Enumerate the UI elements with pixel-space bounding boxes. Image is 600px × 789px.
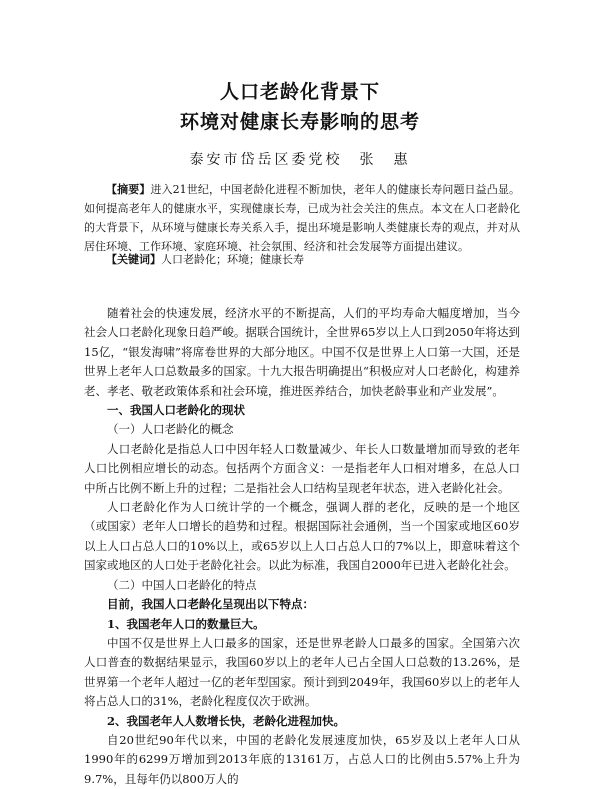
paragraph-growth-data: 自20世纪90年代以来，中国的老龄化发展速度加快，65岁及以上老年人口从1990年的6299万增加到2013年底的13161万，占总人口的比例由5.57%上升为9.7%，且每年仍以800万人的 bbox=[84, 732, 520, 786]
paragraph-features-intro: 目前，我国人口老龄化呈现出以下特点： bbox=[107, 597, 314, 612]
title-line-2: 环境对健康长寿影响的思考 bbox=[179, 111, 420, 133]
subsection-heading-1: （一）人口老龄化的概念 bbox=[107, 422, 234, 437]
abstract-text: 进入21世纪，中国老龄化进程不断加快，老年人的健康长寿问题日益凸显。如何提高老年人的健康水平，实现健康长寿，已成为社会关注的焦点。本文在人口老龄化的大背景下，从环境与健康长寿关系入手，提出环境是影响人类健康长寿的观点，并对从居住环境、工作环境、家庭环境、社会氛围、经济和社会发展等方面提出建议。 bbox=[84, 183, 521, 253]
abstract bbox=[84, 180, 520, 256]
paragraph-population-data: 中国不仅是世界上人口最多的国家，还是世界老龄人口最多的国家。全国第六次人口普查的数据结果显示，我国60岁以上的老年人已占全国人口总数的13.26%，是世界第一个老年人超过一亿的老年型国家。预计到到2049年，我国60岁以上的老年人将占总人口的31%，老龄化程度仅次于欧洲。 bbox=[84, 635, 520, 709]
abstract-label: 【摘要】 bbox=[106, 183, 151, 196]
section-heading-1: 一、我国人口老龄化的现状 bbox=[107, 403, 245, 418]
feature-item-2: 2、我国老年人人数增长快，老龄化进程加快。 bbox=[107, 713, 345, 728]
paragraph-intro: 随着社会的快速发展，经济水平的不断提高，人们的平均寿命大幅度增加，当今社会人口老龄化现象日趋严峻。据联合国统计，全世界65岁以上人口到2050年将达到15亿，“银发海啸”将席卷世界的大部分地区。中国不仅是世界上人口第一大国，还是世界上老年人口总数最多的国家。十九大报告明确提出“积极应对人口老龄化，构建养老、孝老、敬老政策体系和社会环境，推进医养结合，加快老龄事业和产业发展”。 bbox=[84, 306, 520, 398]
keywords-label: 【关键词】 bbox=[106, 253, 161, 266]
subsection-heading-2: （二）中国人口老龄化的特点 bbox=[107, 577, 257, 592]
paragraph-statistics-concept: 人口老龄化作为人口统计学的一个概念，强调人群的老化，反映的是一个地区（或国家）老年人口增长的趋势和过程。根据国际社会通例，当一个国家或地区60岁以上人口占总人口的10%以上，或65岁以上人口占总人口的7%以上，即意味着这个国家或地区的人口处于老龄化社会。以此为标准，我国自2000年已进入老龄化社会。 bbox=[84, 500, 520, 573]
paragraph-definition: 人口老龄化是指总人口中因年轻人口数量减少、年长人口数量增加而导致的老年人口比例相应增长的动态。包括两个方面含义：一是指老年人口相对增多，在总人口中所占比例不断上升的过程；二是指社会人口结构呈现老年状态，进入老龄化社会。 bbox=[84, 441, 520, 495]
keywords bbox=[84, 250, 520, 269]
title-line-1: 人口老龄化背景下 bbox=[219, 81, 380, 103]
author-line: 泰安市岱岳区委党校 张 惠 bbox=[189, 152, 411, 168]
keywords-text: 人口老龄化；环境；健康长寿 bbox=[161, 253, 304, 266]
feature-item-1: 1、我国老年人口的数量巨大。 bbox=[107, 616, 265, 631]
body-text bbox=[84, 304, 520, 789]
